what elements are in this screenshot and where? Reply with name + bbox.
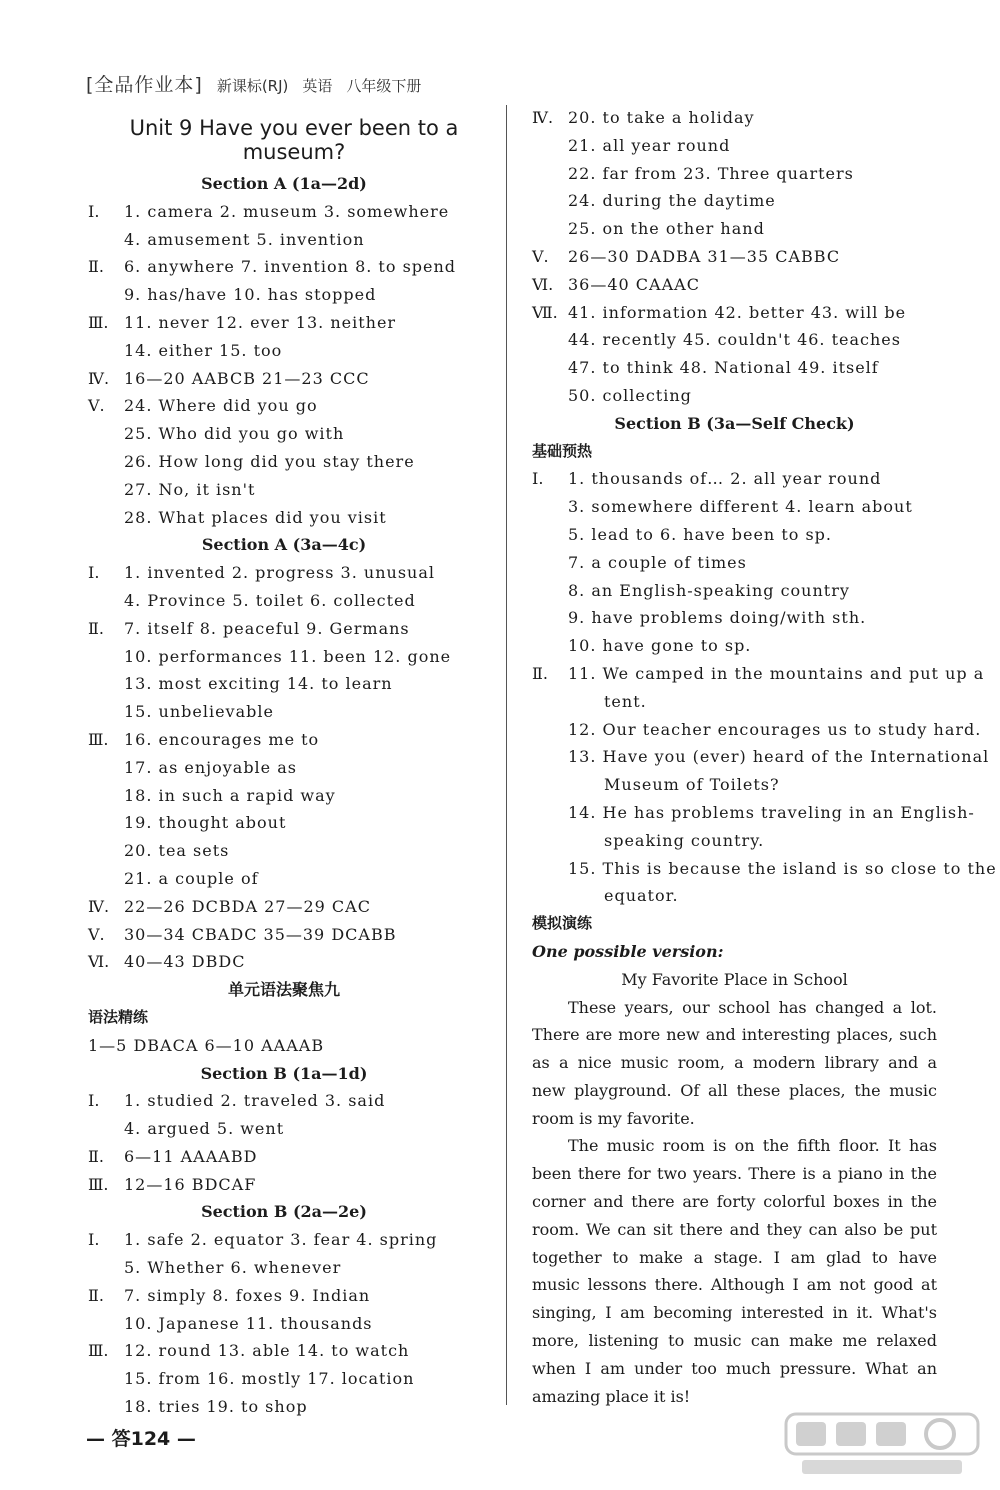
essay-title: My Favorite Place in School [621, 969, 848, 989]
answer-text: 9. has/have 10. has stopped [124, 285, 377, 305]
answer-line [88, 1393, 480, 1421]
answer-line [532, 799, 975, 827]
subsection-heading: 语法精练 [88, 1007, 149, 1026]
answer-line [532, 299, 937, 327]
answer-line [88, 1087, 480, 1115]
answer-line [532, 660, 985, 688]
answer-text: 22. far from 23. Three quarters [568, 163, 854, 183]
section-heading: Section A (1a—2d) [201, 174, 367, 193]
answer-text: 1. invented 2. progress 3. unusual [124, 563, 435, 583]
answer-text: 1. studied 2. traveled 3. said [124, 1091, 386, 1111]
answer-text: 17. as enjoyable as [124, 757, 297, 777]
answer-text: 7. simply 8. foxes 9. Indian [124, 1285, 371, 1305]
roman-numeral: Ⅰ. [88, 1091, 100, 1111]
answer-text: 4. argued 5. went [124, 1119, 285, 1139]
answer-text: 1. thousands of… 2. all year round [568, 469, 882, 489]
answer-line [88, 309, 480, 337]
answer-text: 12. round 13. able 14. to watch [124, 1341, 410, 1361]
answer-line [532, 827, 937, 855]
answer-line [88, 253, 480, 281]
watermark-logo-icon [782, 1410, 982, 1480]
answer-line [88, 281, 480, 309]
answer-text: 3. somewhere different 4. learn about [568, 497, 913, 517]
answer-text: 10. performances 11. been 12. gone [124, 646, 452, 666]
answer-text: 14. either 15. too [124, 340, 283, 360]
answer-line [88, 420, 480, 448]
subsection-heading: 模拟演练 [532, 914, 593, 933]
roman-numeral: Ⅵ. [88, 952, 110, 972]
answer-line [532, 104, 937, 132]
series-label: 新课标(RJ) [216, 77, 289, 95]
section-heading: 单元语法聚焦九 [227, 980, 340, 1000]
answer-line [532, 493, 937, 521]
roman-numeral: Ⅰ. [88, 201, 100, 221]
answer-text: 4. amusement 5. invention [124, 229, 365, 249]
answer-line [532, 549, 937, 577]
answer-line [88, 643, 480, 671]
answer-line [88, 1365, 480, 1393]
brand-label: [全品作业本] [86, 74, 203, 96]
roman-numeral: Ⅱ. [88, 1285, 104, 1305]
answer-line [532, 382, 937, 410]
answer-line: 1—5 DBACA 6—10 AAAAB [88, 1035, 325, 1055]
column-divider [506, 105, 507, 1405]
answer-text: tent. [604, 691, 647, 711]
answer-line [532, 716, 982, 744]
answer-text: 20. to take a holiday [568, 108, 755, 127]
answer-text: 47. to think 48. National 49. itself [568, 358, 879, 378]
answer-line [88, 1282, 480, 1310]
answer-line [532, 743, 990, 771]
answer-text: 18. tries 19. to shop [124, 1397, 308, 1417]
answer-line [88, 698, 480, 726]
answer-text: 15. This is because the island is so close to the [568, 858, 997, 878]
answer-line [532, 326, 937, 354]
answer-text: 11. We camped in the mountains and put up a [568, 663, 985, 683]
answer-line [88, 837, 480, 865]
answer-line [532, 771, 937, 799]
answer-line [88, 893, 480, 921]
answer-line [88, 448, 480, 476]
answer-line [532, 577, 937, 605]
answer-text: 8. an English-speaking country [568, 580, 850, 600]
answer-text: 25. on the other hand [568, 219, 765, 239]
answer-line [88, 670, 480, 698]
answer-line [532, 354, 937, 382]
answer-text: 22—26 DCBDA 27—29 CAC [124, 896, 371, 916]
roman-numeral: Ⅲ. [88, 1174, 109, 1194]
answer-text: 1. camera 2. museum 3. somewhere [124, 201, 450, 221]
answer-line [88, 1143, 480, 1171]
roman-numeral: Ⅱ. [88, 1146, 104, 1166]
answer-line [88, 782, 480, 810]
answer-text: 5. lead to 6. have been to sp. [568, 524, 832, 544]
answer-line [532, 243, 937, 271]
subsection-heading: 基础预热 [532, 441, 593, 460]
answer-text: 16—20 AABCB 21—23 CCC [124, 368, 370, 388]
answer-line [88, 226, 480, 254]
answer-line [88, 587, 480, 615]
answer-line [88, 1226, 480, 1254]
answer-text: 24. Where did you go [124, 396, 318, 416]
answer-text: 13. most exciting 14. to learn [124, 674, 393, 694]
answer-text: 15. unbelievable [124, 702, 274, 722]
answer-text: 21. all year round [568, 135, 731, 155]
answer-line [88, 1171, 480, 1199]
page-number: — 答124 — [86, 1428, 196, 1450]
answer-text: 12—16 BDCAF [124, 1174, 257, 1194]
answer-line [88, 1115, 480, 1143]
answer-line [532, 215, 937, 243]
roman-numeral: Ⅶ. [532, 302, 558, 322]
answer-text: 11. never 12. ever 13. neither [124, 312, 397, 332]
answer-line [532, 132, 937, 160]
roman-numeral: Ⅳ. [88, 896, 110, 916]
answer-line [88, 337, 480, 365]
roman-numeral: Ⅲ. [88, 729, 109, 749]
answer-text: 26. How long did you stay there [124, 451, 415, 471]
answer-text: 14. He has problems traveling in an English- [568, 802, 975, 822]
answer-text: 19. thought about [124, 813, 287, 833]
right-column [532, 104, 997, 1410]
answer-line [88, 1310, 480, 1338]
answer-line [532, 160, 937, 188]
left-column [88, 104, 480, 1421]
answer-text: 50. collecting [568, 385, 692, 405]
essay-paragraph: The music room is on the fifth floor. It has been there for two years. There is a piano in the corner and there are forty colorful boxes in the room. We can sit there and they can also be put together to make a stage. I am glad to have music lessons there. Although I am not good at singing, I am becoming interested in it. What's more, listening to music can make me relaxed when I am under too much pressure. What an amazing place it is! [532, 1136, 937, 1406]
roman-numeral: Ⅲ. [88, 1341, 109, 1361]
answer-line [88, 809, 480, 837]
answer-line [88, 1337, 480, 1365]
answer-text: 21. a couple of [124, 868, 259, 888]
answer-line [532, 632, 937, 660]
answer-text: 26—30 DADBA 31—35 CABBC [568, 246, 841, 266]
roman-numeral: Ⅵ. [532, 274, 554, 294]
answer-line [88, 198, 480, 226]
answer-line [532, 465, 937, 493]
answer-line [532, 882, 937, 910]
roman-numeral: Ⅰ. [532, 469, 544, 489]
answer-line [88, 559, 480, 587]
answer-text: 9. have problems doing/with sth. [568, 608, 867, 628]
answer-line [532, 855, 997, 883]
answer-text: 25. Who did you go with [124, 424, 345, 444]
answer-text: 30—34 CBADC 35—39 DCABB [124, 924, 397, 944]
answer-text: 1. safe 2. equator 3. fear 4. spring [124, 1230, 438, 1250]
answer-text: 44. recently 45. couldn't 46. teaches [568, 330, 901, 350]
answer-text: 20. tea sets [124, 841, 230, 861]
answer-line [88, 504, 480, 532]
roman-numeral: Ⅴ. [88, 924, 105, 944]
roman-numeral: Ⅰ. [88, 1230, 100, 1250]
essay-paragraph: These years, our school has changed a lot. There are more new and interesting places, such as a nice music room, a modern library and a new playground. Of all these places, the music room is my favorite. [532, 997, 937, 1128]
roman-numeral: Ⅴ. [88, 396, 105, 416]
answer-text: 24. during the daytime [568, 191, 776, 211]
answer-line [88, 476, 480, 504]
answer-line [88, 948, 480, 976]
answer-text: 41. information 42. better 43. will be [568, 302, 907, 322]
answer-text: Museum of Toilets? [604, 775, 780, 795]
answer-text: 6. anywhere 7. invention 8. to spend [124, 257, 457, 277]
answer-text: 10. have gone to sp. [568, 636, 752, 656]
unit-title: Unit 9 Have you ever been to a museum? [129, 116, 459, 164]
answer-line [88, 865, 480, 893]
answer-text: equator. [604, 886, 679, 906]
grade-label: 八年级下册 [346, 77, 422, 95]
answer-line [88, 365, 480, 393]
answer-text: 7. itself 8. peaceful 9. Germans [124, 618, 410, 638]
answer-line [88, 1254, 480, 1282]
answer-line [532, 604, 937, 632]
section-heading: Section B (1a—1d) [200, 1063, 368, 1083]
page-header [86, 70, 421, 97]
roman-numeral: Ⅴ. [532, 246, 549, 266]
answer-text: 12. Our teacher encourages us to study hard. [568, 719, 982, 739]
answer-line [88, 615, 480, 643]
version-label: One possible version: [532, 941, 724, 961]
answer-line [532, 688, 937, 716]
answer-text: 28. What places did you visit [124, 507, 387, 527]
answer-text: 6—11 AAAABD [124, 1146, 258, 1166]
answer-line [532, 521, 937, 549]
answer-text: 4. Province 5. toilet 6. collected [124, 590, 416, 610]
answer-text: 18. in such a rapid way [124, 785, 336, 805]
section-heading: Section A (3a—4c) [201, 535, 367, 555]
answer-line [532, 187, 937, 215]
subject-label: 英语 [302, 77, 333, 95]
section-heading: Section B (3a—Self Check) [614, 413, 855, 433]
answer-line [88, 754, 480, 782]
answer-text: 16. encourages me to [124, 729, 320, 749]
roman-numeral: Ⅱ. [88, 618, 104, 638]
answer-text: 7. a couple of times [568, 552, 747, 572]
section-heading: Section B (2a—2e) [201, 1202, 367, 1222]
answer-line [532, 271, 937, 299]
roman-numeral: Ⅳ. [88, 368, 110, 388]
answer-text: 5. Whether 6. whenever [124, 1258, 342, 1278]
roman-numeral: Ⅲ. [88, 312, 109, 332]
roman-numeral: Ⅳ. [532, 108, 554, 127]
answer-line [88, 726, 480, 754]
roman-numeral: Ⅰ. [88, 563, 100, 583]
roman-numeral: Ⅱ. [532, 663, 548, 683]
answer-line [88, 921, 480, 949]
answer-text: 13. Have you (ever) heard of the International [568, 747, 990, 767]
answer-text: 40—43 DBDC [124, 952, 246, 972]
roman-numeral: Ⅱ. [88, 257, 104, 277]
answer-text: 10. Japanese 11. thousands [124, 1313, 373, 1333]
answer-text: 36—40 CAAAC [568, 274, 700, 294]
answer-text: speaking country. [604, 830, 765, 850]
answer-text: 15. from 16. mostly 17. location [124, 1369, 415, 1389]
answer-text: 27. No, it isn't [124, 479, 256, 499]
answer-line [88, 392, 480, 420]
